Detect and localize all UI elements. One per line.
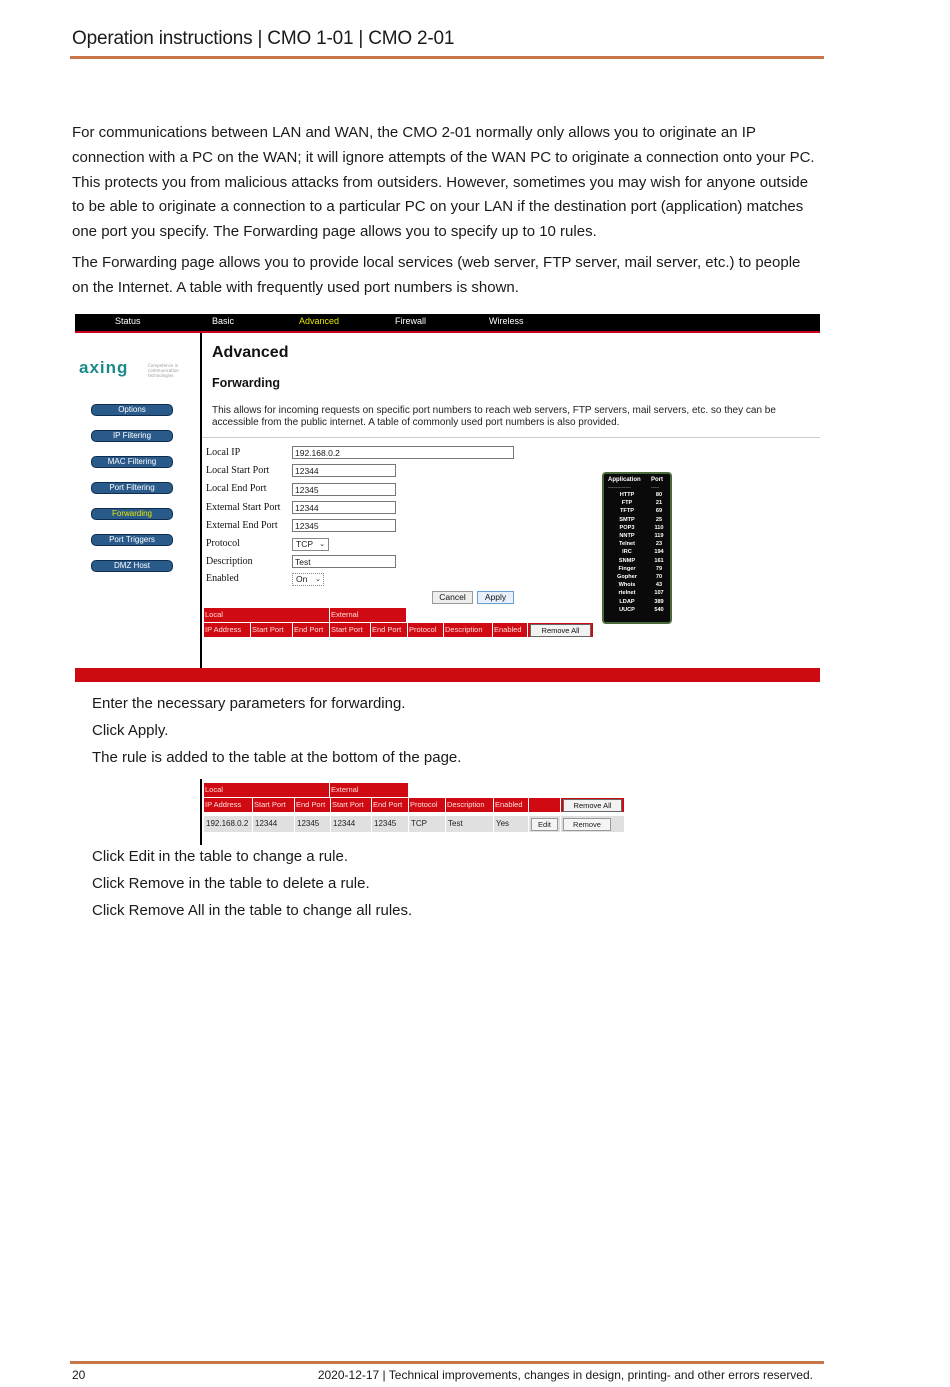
ports-number: 23 xyxy=(655,541,663,548)
table-cell: TCP xyxy=(409,816,446,832)
ports-number: 79 xyxy=(655,565,663,572)
ports-number: 389 xyxy=(654,598,664,605)
forwarding-paragraph: The Forwarding page allows you to provide local services (web server, FTP server, mail server, etc.) to people on the Internet. A table with frequently used port numbers is shown. xyxy=(72,254,801,296)
sidebar-item-port-filtering[interactable]: Port Filtering xyxy=(91,482,173,494)
column-header: Start Port xyxy=(251,623,293,637)
table-cell: 12344 xyxy=(253,816,295,832)
ports-application: IRC xyxy=(622,549,632,556)
chevron-down-icon: ⌄ xyxy=(315,576,321,583)
top-navigation xyxy=(75,314,820,332)
remove-cell xyxy=(561,816,625,832)
column-header: Start Port xyxy=(331,798,372,812)
ports-row xyxy=(604,533,670,541)
column-header: Enabled xyxy=(494,798,529,812)
ports-row xyxy=(604,500,670,508)
ports-number: 25 xyxy=(655,516,663,523)
local-ip-label: Local IP xyxy=(206,447,241,458)
ports-application: FTP xyxy=(621,500,633,507)
external-start-port-input[interactable]: 12344 xyxy=(292,501,396,514)
ports-header-port: Port xyxy=(651,477,663,483)
nav-status[interactable]: Status xyxy=(115,316,141,326)
column-header: Enabled xyxy=(493,623,528,637)
column-header: Description xyxy=(446,798,494,812)
nav-wireless[interactable]: Wireless xyxy=(489,316,524,326)
ports-application: SNMP xyxy=(618,557,636,564)
local-start-port-input[interactable]: 12344 xyxy=(292,464,396,477)
table-cell: 12345 xyxy=(372,816,409,832)
ports-application: SMTP xyxy=(619,516,635,523)
description-input[interactable]: Test xyxy=(292,555,396,568)
table-group-external: External xyxy=(330,783,409,797)
column-header: IP Address xyxy=(204,623,251,637)
ports-row xyxy=(604,558,670,566)
footer-rule xyxy=(70,1361,824,1364)
ports-row xyxy=(604,549,670,557)
ports-row xyxy=(604,508,670,516)
ports-number: 70 xyxy=(655,574,663,580)
enabled-select[interactable] xyxy=(292,573,324,586)
page-description: This allows for incoming requests on specific port numbers to reach web servers, FTP servers, mail servers, etc. so they can be accessible from the public internet. A table of commonly used port numbers is also provided. xyxy=(212,405,776,428)
ports-row xyxy=(604,517,670,525)
ports-number: 69 xyxy=(655,508,663,515)
column-header xyxy=(529,798,561,812)
ports-application: HTTP xyxy=(619,492,635,498)
sidebar-item-dmz-host[interactable]: DMZ Host xyxy=(91,560,173,572)
sidebar-item-port-triggers[interactable]: Port Triggers xyxy=(91,534,173,546)
local-end-port-label: Local End Port xyxy=(206,483,267,494)
ports-number: 194 xyxy=(654,549,664,556)
ports-application: Finger xyxy=(618,565,636,572)
footer-bar xyxy=(75,668,820,682)
column-header: End Port xyxy=(295,798,331,812)
remove-button[interactable]: Remove xyxy=(563,818,611,831)
remove-all-button[interactable]: Remove All xyxy=(530,624,591,637)
table-cell: Yes xyxy=(494,816,529,832)
step-rule-added: The rule is added to the table at the bottom of the page. xyxy=(92,749,462,766)
description-divider xyxy=(202,437,820,438)
step-click-remove-all: Click Remove All in the table to change all rules. xyxy=(92,902,413,919)
column-header: Protocol xyxy=(408,623,444,637)
table-group-local: Local xyxy=(204,783,330,797)
intro-paragraph: For communications between LAN and WAN, the CMO 2-01 normally only allows you to originate an IP connection with a PC on the WAN; it will ignore attempts of the WAN PC to originate a connection onto your PC. This protects you from malicious attacks from outsiders. However, sometimes you may wish for anyone outside to be able to originate a connection to a particular PC on your LAN if the destination port (application) matches one port you specify. The Forwarding page allows you to specify up to 10 rules. xyxy=(72,124,815,241)
ports-row xyxy=(604,541,670,549)
ports-row xyxy=(604,574,670,582)
chevron-down-icon: ⌄ xyxy=(319,541,325,548)
protocol-select[interactable] xyxy=(292,538,329,551)
column-header: Protocol xyxy=(409,798,446,812)
table-cell: 12345 xyxy=(295,816,331,832)
common-ports-table xyxy=(602,472,672,624)
column-header: End Port xyxy=(293,623,330,637)
external-end-port-input[interactable]: 12345 xyxy=(292,519,396,532)
local-end-port-input[interactable]: 12345 xyxy=(292,483,396,496)
footer-disclaimer: 2020-12-17 | Technical improvements, changes in design, printing- and other errors reserved. xyxy=(317,1368,813,1382)
document-header-title: Operation instructions | CMO 1-01 | CMO 2-01 xyxy=(72,28,455,49)
column-header: IP Address xyxy=(204,798,253,812)
nav-basic[interactable]: Basic xyxy=(212,316,235,326)
remove-all-cell xyxy=(561,798,625,812)
local-start-port-label: Local Start Port xyxy=(206,465,270,476)
table-cell: 12344 xyxy=(331,816,372,832)
ports-number: 540 xyxy=(654,606,664,613)
page-subheading: Forwarding xyxy=(212,376,281,390)
ports-number: 21 xyxy=(655,500,663,507)
enabled-label: Enabled xyxy=(206,573,239,584)
protocol-select-value: TCP xyxy=(296,539,313,549)
remove-all-cell xyxy=(528,623,594,637)
ports-row xyxy=(604,599,670,607)
ports-header-divider: ----------------- xyxy=(608,484,631,489)
ports-number: 80 xyxy=(655,492,663,498)
ports-number: 107 xyxy=(654,590,664,597)
ports-application: NNTP xyxy=(619,533,635,539)
nav-advanced[interactable]: Advanced xyxy=(299,316,340,326)
protocol-label: Protocol xyxy=(206,538,240,549)
local-ip-input[interactable]: 192.168.0.2 xyxy=(292,446,514,459)
table-cell: Test xyxy=(446,816,494,832)
sidebar-item-options[interactable]: Options xyxy=(91,404,173,416)
ports-row xyxy=(604,590,670,598)
column-header: Start Port xyxy=(253,798,295,812)
description-label: Description xyxy=(206,556,253,567)
ports-number: 119 xyxy=(654,533,664,539)
ports-row xyxy=(604,582,670,590)
ports-application: POP3 xyxy=(619,524,635,531)
page-number: 20 xyxy=(72,1368,86,1382)
external-end-port-label: External End Port xyxy=(206,520,278,531)
nav-firewall[interactable]: Firewall xyxy=(395,316,427,326)
ports-application: TFTP xyxy=(620,508,634,515)
sidebar-separator xyxy=(200,779,202,845)
column-header: Description xyxy=(444,623,493,637)
ports-header-application: Application xyxy=(608,477,641,483)
step-enter-parameters: Enter the necessary parameters for forwarding. xyxy=(92,695,406,712)
ports-number: 43 xyxy=(655,582,663,589)
ports-row xyxy=(604,525,670,533)
page-heading: Advanced xyxy=(212,344,289,361)
table-group-local: Local xyxy=(204,608,330,622)
ports-row xyxy=(604,566,670,574)
nav-accent-line xyxy=(75,331,820,333)
cancel-button[interactable]: Cancel xyxy=(432,591,473,604)
ports-number: 110 xyxy=(654,524,664,531)
sidebar-item-ip-filtering[interactable]: IP Filtering xyxy=(91,430,173,442)
header-rule xyxy=(70,56,824,59)
ports-application: rtelnet xyxy=(618,590,636,597)
rule-table-screenshot xyxy=(72,779,632,845)
forwarding-page-screenshot xyxy=(75,314,820,683)
sidebar-item-mac-filtering[interactable]: MAC Filtering xyxy=(91,456,173,468)
sidebar-item-forwarding[interactable]: Forwarding xyxy=(91,508,173,520)
remove-all-button[interactable]: Remove All xyxy=(563,799,622,812)
apply-button[interactable]: Apply xyxy=(477,591,514,604)
column-header: End Port xyxy=(372,798,409,812)
edit-button[interactable]: Edit xyxy=(531,818,558,831)
enabled-select-value: On xyxy=(296,574,308,584)
step-click-edit: Click Edit in the table to change a rule. xyxy=(92,848,348,865)
ports-application: LDAP xyxy=(619,598,635,605)
ports-application: Whois xyxy=(618,582,636,589)
table-cell: 192.168.0.2 xyxy=(204,816,253,832)
column-header: End Port xyxy=(371,623,408,637)
ports-row xyxy=(604,492,670,500)
ports-application: Telnet xyxy=(618,541,636,548)
step-click-remove: Click Remove in the table to delete a rule. xyxy=(92,875,370,892)
edit-cell xyxy=(529,816,561,832)
ports-header-divider: ------ xyxy=(651,484,659,489)
ports-application: UUCP xyxy=(619,606,635,613)
axing-logo: axing xyxy=(79,358,129,377)
step-click-apply: Click Apply. xyxy=(92,722,169,739)
ports-application: Gopher xyxy=(617,574,637,580)
sidebar-separator xyxy=(200,333,202,668)
column-header: Start Port xyxy=(330,623,371,637)
external-start-port-label: External Start Port xyxy=(206,502,281,513)
table-group-external: External xyxy=(330,608,407,622)
ports-number: 161 xyxy=(654,557,664,564)
logo-tagline: Competence in communication technologies xyxy=(148,363,179,378)
ports-row xyxy=(604,607,670,615)
